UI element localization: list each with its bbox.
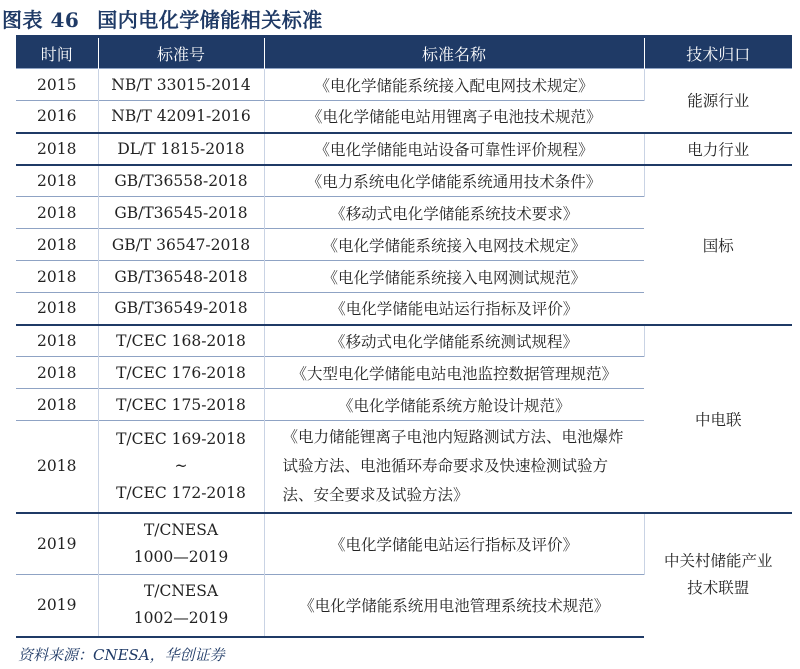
cell-year: 2018 bbox=[16, 133, 98, 165]
cell-name: 《大型电化学储能电站电池监控数据管理规范》 bbox=[264, 357, 644, 389]
cell-name: 《电力储能锂离子电池内短路测试方法、电池爆炸试验方法、电池循环寿命要求及快速检测试验方法、安全要求及试验方法》 bbox=[264, 421, 644, 513]
cell-year: 2018 bbox=[16, 165, 98, 197]
cell-name: 《电化学储能系统接入配电网技术规定》 bbox=[264, 69, 644, 101]
figure-title bbox=[2, 4, 323, 32]
code-line: T/CNESA bbox=[143, 520, 219, 539]
cell-name: 《电化学储能电站用锂离子电池技术规范》 bbox=[264, 101, 644, 133]
cell-code bbox=[98, 421, 264, 513]
standards-table bbox=[16, 38, 792, 638]
cell-code: T/CEC 168-2018 bbox=[98, 325, 264, 357]
cell-name: 《电化学储能电站运行指标及评价》 bbox=[264, 513, 644, 575]
table-header-row bbox=[16, 38, 792, 69]
cell-name: 《电化学储能电站设备可靠性评价规程》 bbox=[264, 133, 644, 165]
code-line: T/CEC 169-2018 bbox=[116, 429, 246, 448]
code-line: T/CEC 172-2018 bbox=[116, 483, 246, 502]
cell-owner: 能源行业 bbox=[644, 69, 792, 133]
cell-year: 2015 bbox=[16, 69, 98, 101]
code-line: 1000—2019 bbox=[133, 547, 229, 566]
cell-code: GB/T36545-2018 bbox=[98, 197, 264, 229]
cell-name: 《电化学储能系统接入电网技术规定》 bbox=[264, 229, 644, 261]
cell-owner: 国标 bbox=[644, 165, 792, 325]
table-row bbox=[16, 513, 792, 575]
header-year: 时间 bbox=[16, 38, 98, 69]
cell-code: GB/T36548-2018 bbox=[98, 261, 264, 293]
cell-year: 2019 bbox=[16, 575, 98, 637]
table-row bbox=[16, 325, 792, 357]
cell-name: 《移动式电化学储能系统测试规程》 bbox=[264, 325, 644, 357]
header-code: 标准号 bbox=[98, 38, 264, 69]
cell-year: 2018 bbox=[16, 325, 98, 357]
cell-name: 《电化学储能系统用电池管理系统技术规范》 bbox=[264, 575, 644, 637]
owner-line: 技术联盟 bbox=[687, 579, 750, 597]
table-row bbox=[16, 69, 792, 101]
cell-owner: 电力行业 bbox=[644, 133, 792, 165]
cell-code: NB/T 42091-2016 bbox=[98, 101, 264, 133]
cell-year: 2018 bbox=[16, 357, 98, 389]
cell-code: T/CEC 175-2018 bbox=[98, 389, 264, 421]
owner-line: 中关村储能产业 bbox=[663, 552, 773, 570]
table-row bbox=[16, 165, 792, 197]
figure-title-text: 国内电化学储能相关标准 bbox=[97, 8, 323, 32]
cell-name: 《电化学储能电站运行指标及评价》 bbox=[264, 293, 644, 325]
cell-year: 2018 bbox=[16, 389, 98, 421]
cell-code: GB/T 36547-2018 bbox=[98, 229, 264, 261]
code-line: T/CNESA bbox=[143, 582, 219, 601]
cell-year: 2018 bbox=[16, 229, 98, 261]
cell-code: NB/T 33015-2014 bbox=[98, 69, 264, 101]
cell-name: 《电力系统电化学储能系统通用技术条件》 bbox=[264, 165, 644, 197]
cell-code bbox=[98, 513, 264, 575]
code-line: ~ bbox=[174, 456, 188, 475]
cell-code bbox=[98, 575, 264, 637]
cell-owner bbox=[644, 513, 792, 637]
cell-year: 2016 bbox=[16, 101, 98, 133]
cell-year: 2019 bbox=[16, 513, 98, 575]
cell-code: GB/T36558-2018 bbox=[98, 165, 264, 197]
cell-code: T/CEC 176-2018 bbox=[98, 357, 264, 389]
cell-name: 《电化学储能系统方舱设计规范》 bbox=[264, 389, 644, 421]
cell-owner: 中电联 bbox=[644, 325, 792, 513]
cell-code: DL/T 1815-2018 bbox=[98, 133, 264, 165]
source-note: 资料来源：CNESA，华创证券 bbox=[18, 646, 225, 664]
figure-label: 图表 46 bbox=[2, 8, 80, 32]
header-owner: 技术归口 bbox=[644, 38, 792, 69]
header-name: 标准名称 bbox=[264, 38, 644, 69]
cell-code: GB/T36549-2018 bbox=[98, 293, 264, 325]
table-row bbox=[16, 133, 792, 165]
code-line: 1002—2019 bbox=[133, 609, 229, 628]
cell-year: 2018 bbox=[16, 293, 98, 325]
cell-year: 2018 bbox=[16, 421, 98, 513]
cell-name: 《电化学储能系统接入电网测试规范》 bbox=[264, 261, 644, 293]
cell-year: 2018 bbox=[16, 197, 98, 229]
cell-name: 《移动式电化学储能系统技术要求》 bbox=[264, 197, 644, 229]
cell-year: 2018 bbox=[16, 261, 98, 293]
